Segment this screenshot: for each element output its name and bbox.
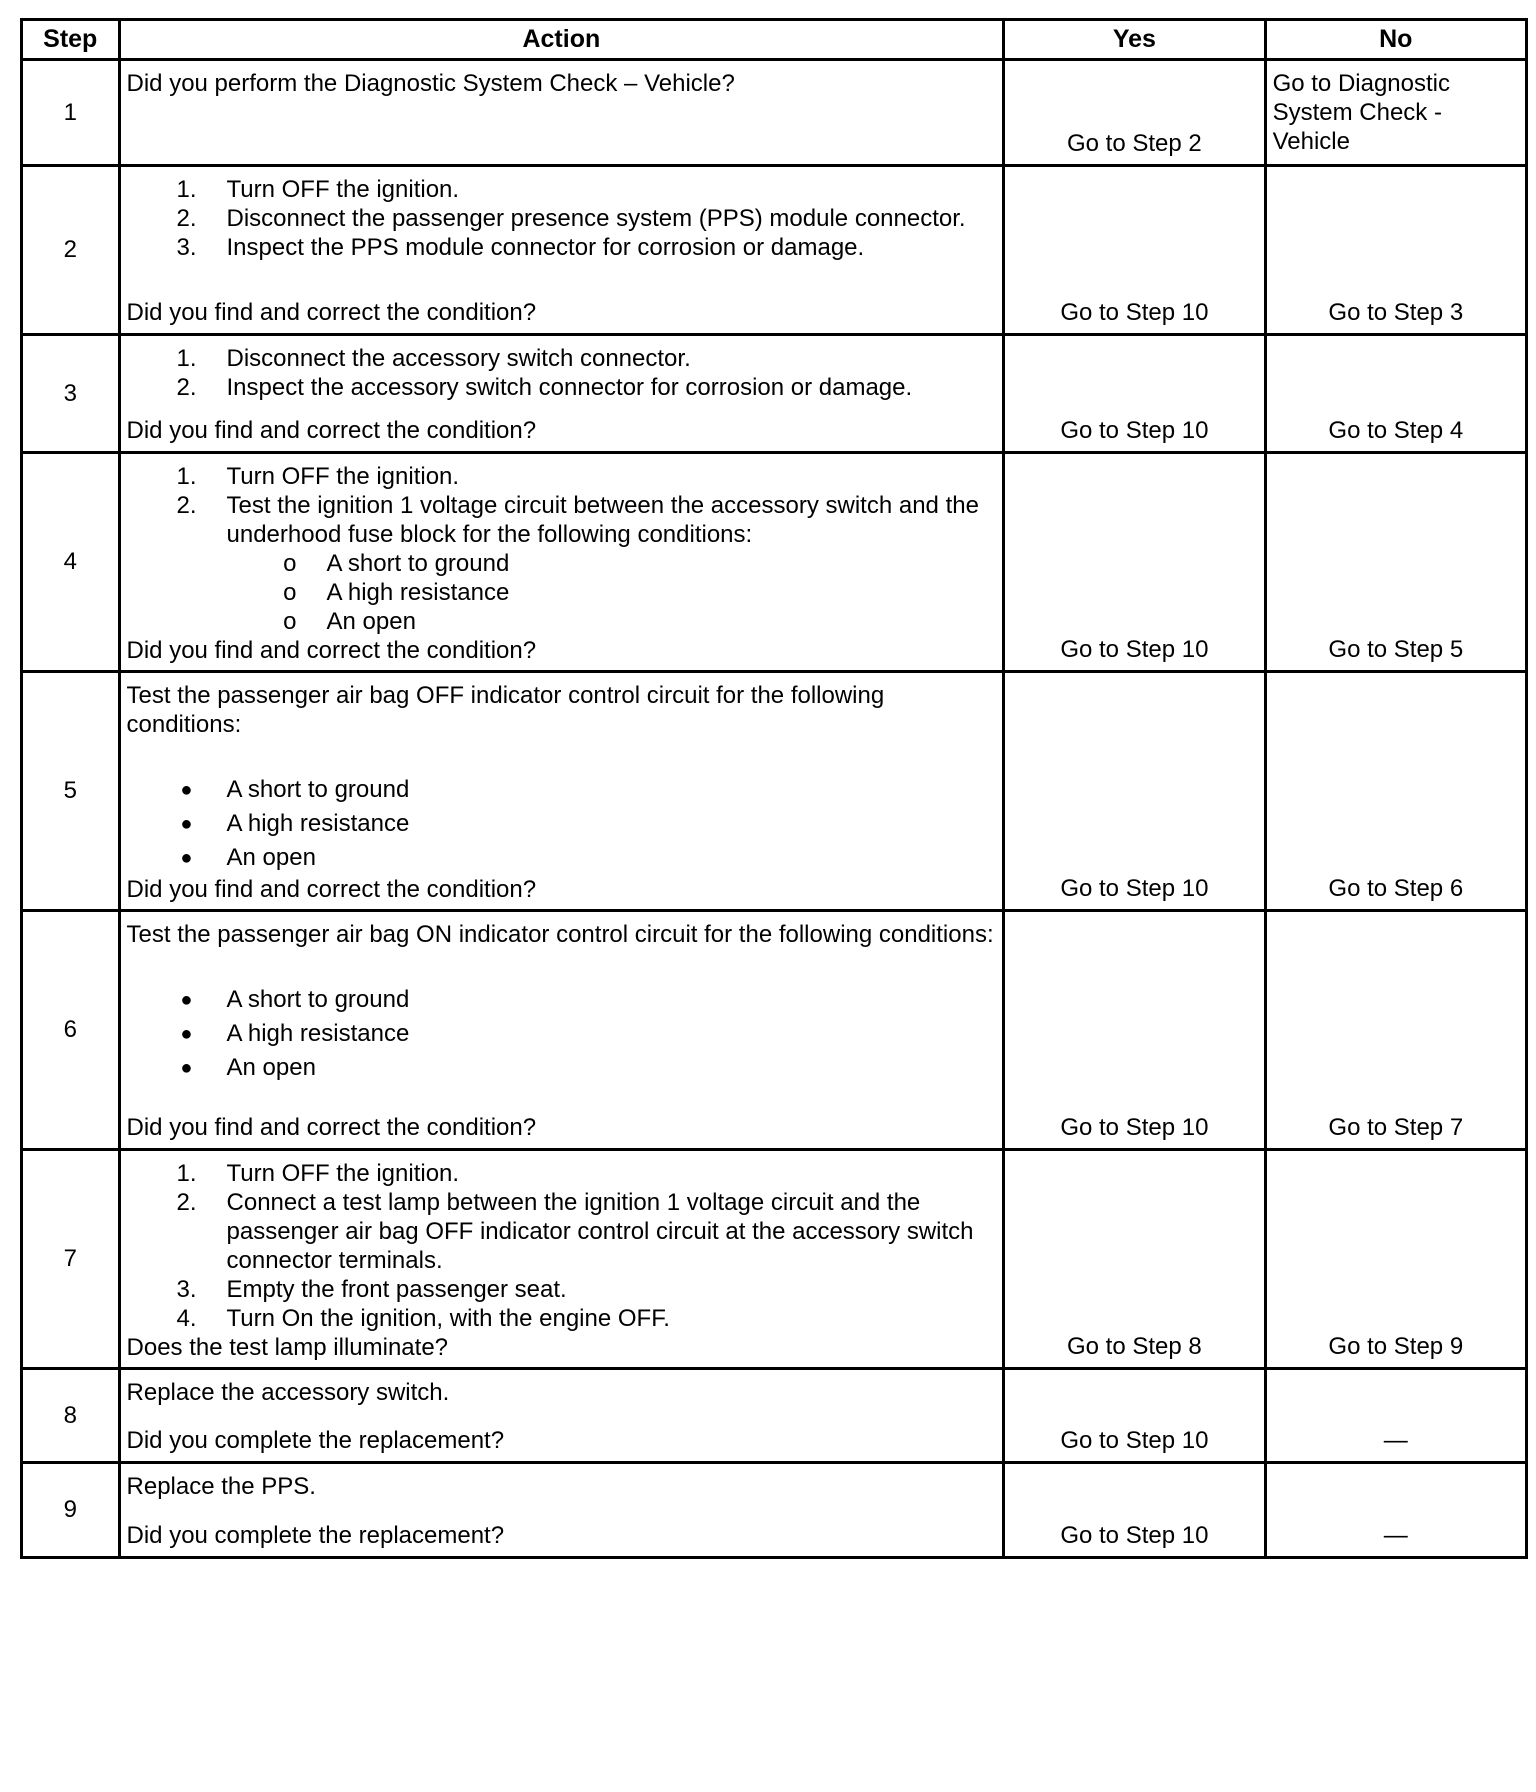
step-text: Inspect the PPS module connector for corrosion or damage. [226,234,865,261]
yes-text: Go to Step 2 [1067,130,1202,157]
numbered-step [127,1304,997,1333]
step-text: Empty the front passenger seat. [226,1276,567,1303]
step-marker: 2. [176,492,197,519]
condition-text: A high resistance [226,1020,410,1047]
action-text: Replace the PPS. [126,1473,316,1500]
bullet-icon: ● [180,813,193,835]
numbered-step [127,175,997,204]
table-row [22,1369,1527,1463]
step-number: 7 [22,1150,120,1369]
question-text: Does the test lamp illuminate? [126,1334,449,1361]
condition-text: A short to ground [226,776,410,803]
step-number: 1 [22,60,120,166]
no-result [1265,1150,1526,1369]
step-text: Disconnect the passenger presence system (PPS) module connector. [226,205,966,232]
step-marker: 3. [176,234,197,261]
no-result [1265,911,1526,1150]
circle-bullet-icon: o [283,608,297,635]
yes-result [1004,166,1265,335]
numbered-step [127,344,997,373]
action-cell [119,453,1004,672]
condition-text: A short to ground [326,550,510,577]
step-marker: 1. [176,176,197,203]
numbered-step [127,373,997,402]
yes-text: Go to Step 10 [1060,1427,1209,1454]
header-yes: Yes [1004,20,1265,60]
yes-text: Go to Step 10 [1060,417,1209,444]
step-marker: 3. [176,1276,197,1303]
no-text: Go to Step 5 [1328,636,1464,663]
action-cell [119,911,1004,1150]
condition-text: A high resistance [226,810,410,837]
numbered-step [127,233,997,262]
table-row [22,672,1527,911]
yes-result [1004,1150,1265,1369]
step-number: 4 [22,453,120,672]
question-text: Did you find and correct the condition? [126,417,537,444]
action-text: Test the passenger air bag OFF indicator control circuit for the following conditions: [126,682,885,738]
no-text: Go to Step 6 [1328,875,1464,902]
no-result [1265,166,1526,335]
no-result [1265,1369,1526,1463]
sub-condition [127,578,997,607]
step-number: 9 [22,1463,120,1558]
condition-text: A short to ground [226,986,410,1013]
step-number: 8 [22,1369,120,1463]
step-number: 2 [22,166,120,335]
condition-text: An open [326,608,416,635]
action-text: Did you perform the Diagnostic System Check – Vehicle? [126,70,735,97]
numbered-step [127,1275,997,1304]
header-no: No [1265,20,1526,60]
yes-text: Go to Step 8 [1067,1333,1202,1360]
bullet-icon: ● [180,989,193,1011]
condition-text: An open [226,1054,316,1081]
no-result [1265,335,1526,453]
bullet-icon: ● [180,847,193,869]
sub-condition [127,607,997,636]
question-text: Did you find and correct the condition? [126,1114,537,1141]
bullet-icon: ● [180,1023,193,1045]
step-text: Inspect the accessory switch connector for corrosion or damage. [226,374,913,401]
bullet-condition [127,807,997,841]
step-number: 5 [22,672,120,911]
yes-result [1004,1369,1265,1463]
table-row [22,60,1527,166]
step-text: Disconnect the accessory switch connector. [226,345,691,372]
bullet-icon: ● [180,1057,193,1079]
circle-bullet-icon: o [283,579,297,606]
yes-text: Go to Step 10 [1060,875,1209,902]
numbered-step [127,204,997,233]
no-text: Go to Step 3 [1328,299,1464,326]
numbered-step [127,1188,997,1275]
numbered-step [127,462,997,491]
header-action: Action [119,20,1004,60]
action-cell [119,1463,1004,1558]
step-text: Test the ignition 1 voltage circuit between the accessory switch and the underhood fuse block for the following conditions: [226,492,979,548]
step-marker: 1. [176,345,197,372]
yes-result [1004,60,1265,166]
circle-bullet-icon: o [283,550,297,577]
table-row [22,1463,1527,1558]
yes-result [1004,672,1265,911]
question-text: Did you find and correct the condition? [126,299,537,326]
header-step: Step [22,20,120,60]
bullet-condition [127,773,997,807]
no-text: Go to Step 7 [1328,1114,1464,1141]
question-text: Did you complete the replacement? [126,1427,505,1454]
yes-text: Go to Step 10 [1060,1522,1209,1549]
diagnostic-table [20,18,1528,1559]
step-marker: 2. [176,374,197,401]
step-marker: 1. [176,1160,197,1187]
bullet-icon: ● [180,779,193,801]
table-row [22,453,1527,672]
step-marker: 1. [176,463,197,490]
condition-text: An open [226,844,316,871]
step-marker: 2. [176,1189,197,1216]
step-number: 6 [22,911,120,1150]
no-text: Go to Step 4 [1328,417,1464,444]
yes-text: Go to Step 10 [1060,299,1209,326]
no-text: Go to Diagnostic System Check - Vehicle [1272,70,1450,155]
step-text: Turn On the ignition, with the engine OFF. [226,1305,670,1332]
bullet-condition [127,1017,997,1051]
action-cell [119,335,1004,453]
action-text: Replace the accessory switch. [126,1379,450,1406]
action-cell [119,1150,1004,1369]
bullet-condition [127,1051,997,1085]
condition-text: A high resistance [326,579,510,606]
step-marker: 4. [176,1305,197,1332]
table-row [22,1150,1527,1369]
action-cell [119,1369,1004,1463]
no-result [1265,1463,1526,1558]
action-cell [119,166,1004,335]
no-text: — [1383,1522,1408,1549]
bullet-condition [127,841,997,875]
action-cell [119,672,1004,911]
yes-text: Go to Step 10 [1060,1114,1209,1141]
sub-condition [127,549,997,578]
action-text: Test the passenger air bag ON indicator control circuit for the following conditions: [126,921,994,948]
yes-result [1004,335,1265,453]
action-cell [119,60,1004,166]
step-text: Turn OFF the ignition. [226,463,460,490]
step-text: Connect a test lamp between the ignition 1 voltage circuit and the passenger air bag OFF indicator control circuit at the accessory switch connector terminals. [226,1189,974,1274]
yes-result [1004,1463,1265,1558]
no-result [1265,672,1526,911]
yes-result [1004,453,1265,672]
table-row [22,335,1527,453]
no-text: Go to Step 9 [1328,1333,1464,1360]
table-row [22,911,1527,1150]
step-number: 3 [22,335,120,453]
header-row [22,20,1527,60]
yes-result [1004,911,1265,1150]
question-text: Did you find and correct the condition? [126,637,537,664]
no-result [1265,453,1526,672]
question-text: Did you find and correct the condition? [126,876,537,903]
yes-text: Go to Step 10 [1060,636,1209,663]
no-result [1265,60,1526,166]
question-text: Did you complete the replacement? [126,1522,505,1549]
numbered-step [127,491,997,549]
bullet-condition [127,983,997,1017]
no-text: — [1383,1427,1408,1454]
table-row [22,166,1527,335]
step-text: Turn OFF the ignition. [226,1160,460,1187]
numbered-step [127,1159,997,1188]
step-text: Turn OFF the ignition. [226,176,460,203]
step-marker: 2. [176,205,197,232]
